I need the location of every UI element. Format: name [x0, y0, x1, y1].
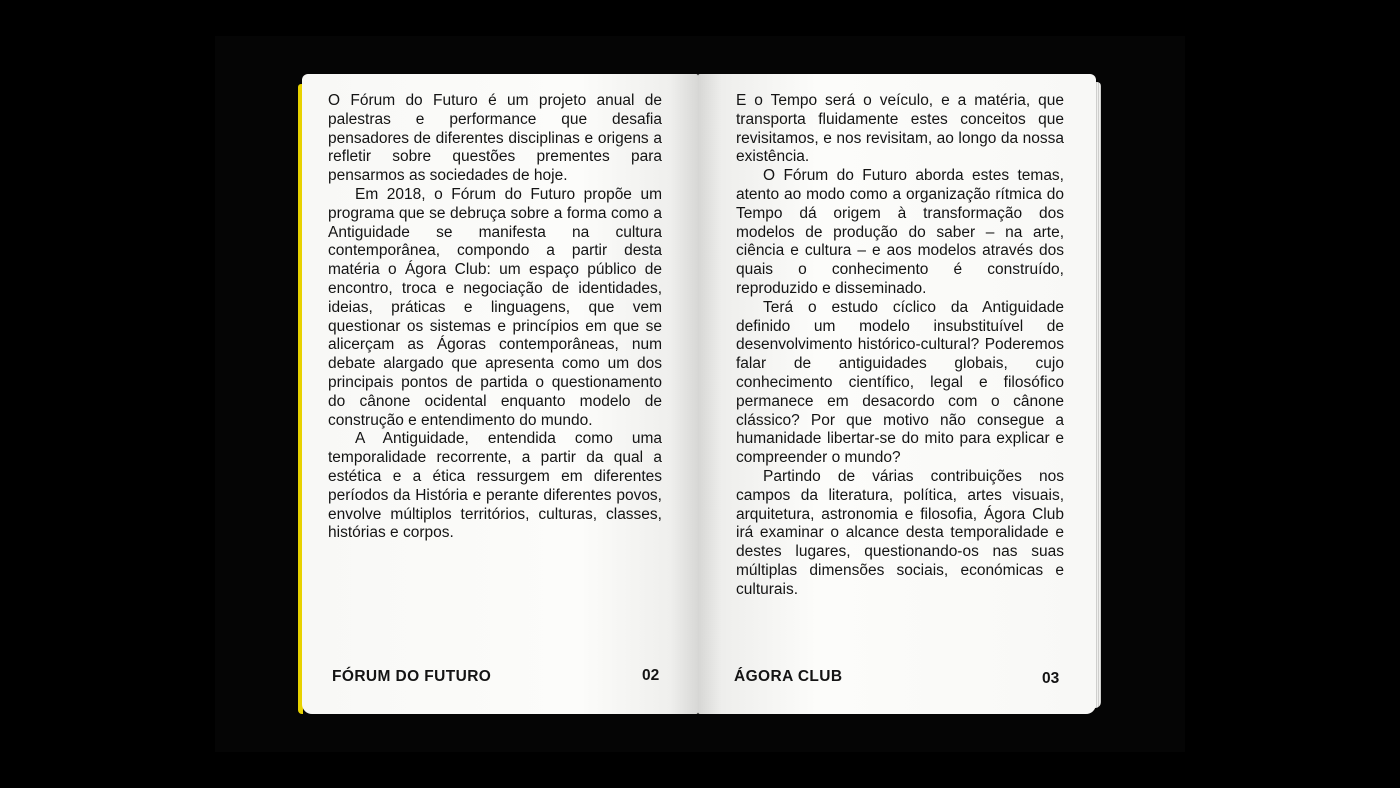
left-paragraph-2: Em 2018, o Fórum do Futuro propõe um programa que se debruça sobre a forma como a Antiguidade se manifesta na cultura contemporânea, compondo a partir desta matéria o Ágora Club: um espaço público de encontro, troca e negociação de identidades, ideias, práticas e linguagens, que vem questionar os sistemas e princípios em que se alicerçam as Ágoras contemporâneas, num debate alargado que apresenta como um dos principais pontos de partida o questionamento do cânone ocidental enquanto modelo de construção e entendimento do mundo.	[328, 185, 662, 429]
right-paragraph-3: Terá o estudo cíclico da Antiguidade definido um modelo insubstituível de desenvolvimento histórico-cultural? Poderemos falar de antiguidades globais, cujo conhecimento científico, legal e filosófico permanece em desacordo com o cânone clássico? Por que motivo não consegue a humanidade libertar-se do mito para explicar e compreender o mundo?	[736, 298, 1064, 467]
right-page-body	[736, 92, 1064, 600]
right-page-number: 03	[1042, 670, 1060, 687]
left-paragraph-1: O Fórum do Futuro é um projeto anual de palestras e performance que desafia pensadores de diferentes disciplinas e origens a refletir sobre questões prementes para pensarmos as sociedades de hoje.	[328, 92, 662, 185]
right-paragraph-1: E o Tempo será o veículo, e a matéria, que transporta fluidamente estes conceitos que revisitamos, e nos revisitam, ao longo da nossa existência.	[736, 92, 1064, 166]
right-paragraph-2: O Fórum do Futuro aborda estes temas, atento ao modo como a organização rítmica do Tempo dá origem à transformação dos modelos de produção do saber – na arte, ciência e cultura – e aos modelos através dos quais o conhecimento é construído, reproduzido e disseminado.	[736, 167, 1064, 297]
left-page-number: 02	[642, 667, 660, 684]
right-page	[698, 74, 1096, 714]
right-running-title: ÁGORA CLUB	[734, 668, 843, 685]
left-page-body	[328, 92, 662, 543]
left-paragraph-3: A Antiguidade, entendida como uma temporalidade recorrente, a partir da qual a estética e a ética ressurgem em diferentes períodos da História e perante diferentes povos, envolve múltiplos territórios, culturas, classes, histórias e corpos.	[328, 430, 662, 542]
open-booklet	[296, 74, 1104, 718]
left-running-title: FÓRUM DO FUTURO	[332, 668, 492, 685]
left-page	[302, 74, 698, 714]
right-paragraph-4: Partindo de várias contribuições nos campos da literatura, política, artes visuais, arquitetura, astronomia e filosofia, Ágora Club irá examinar o alcance desta temporalidade e destes lugares, questionando-os nas suas múltiplas dimensões sociais, económicas e culturais.	[736, 467, 1064, 598]
